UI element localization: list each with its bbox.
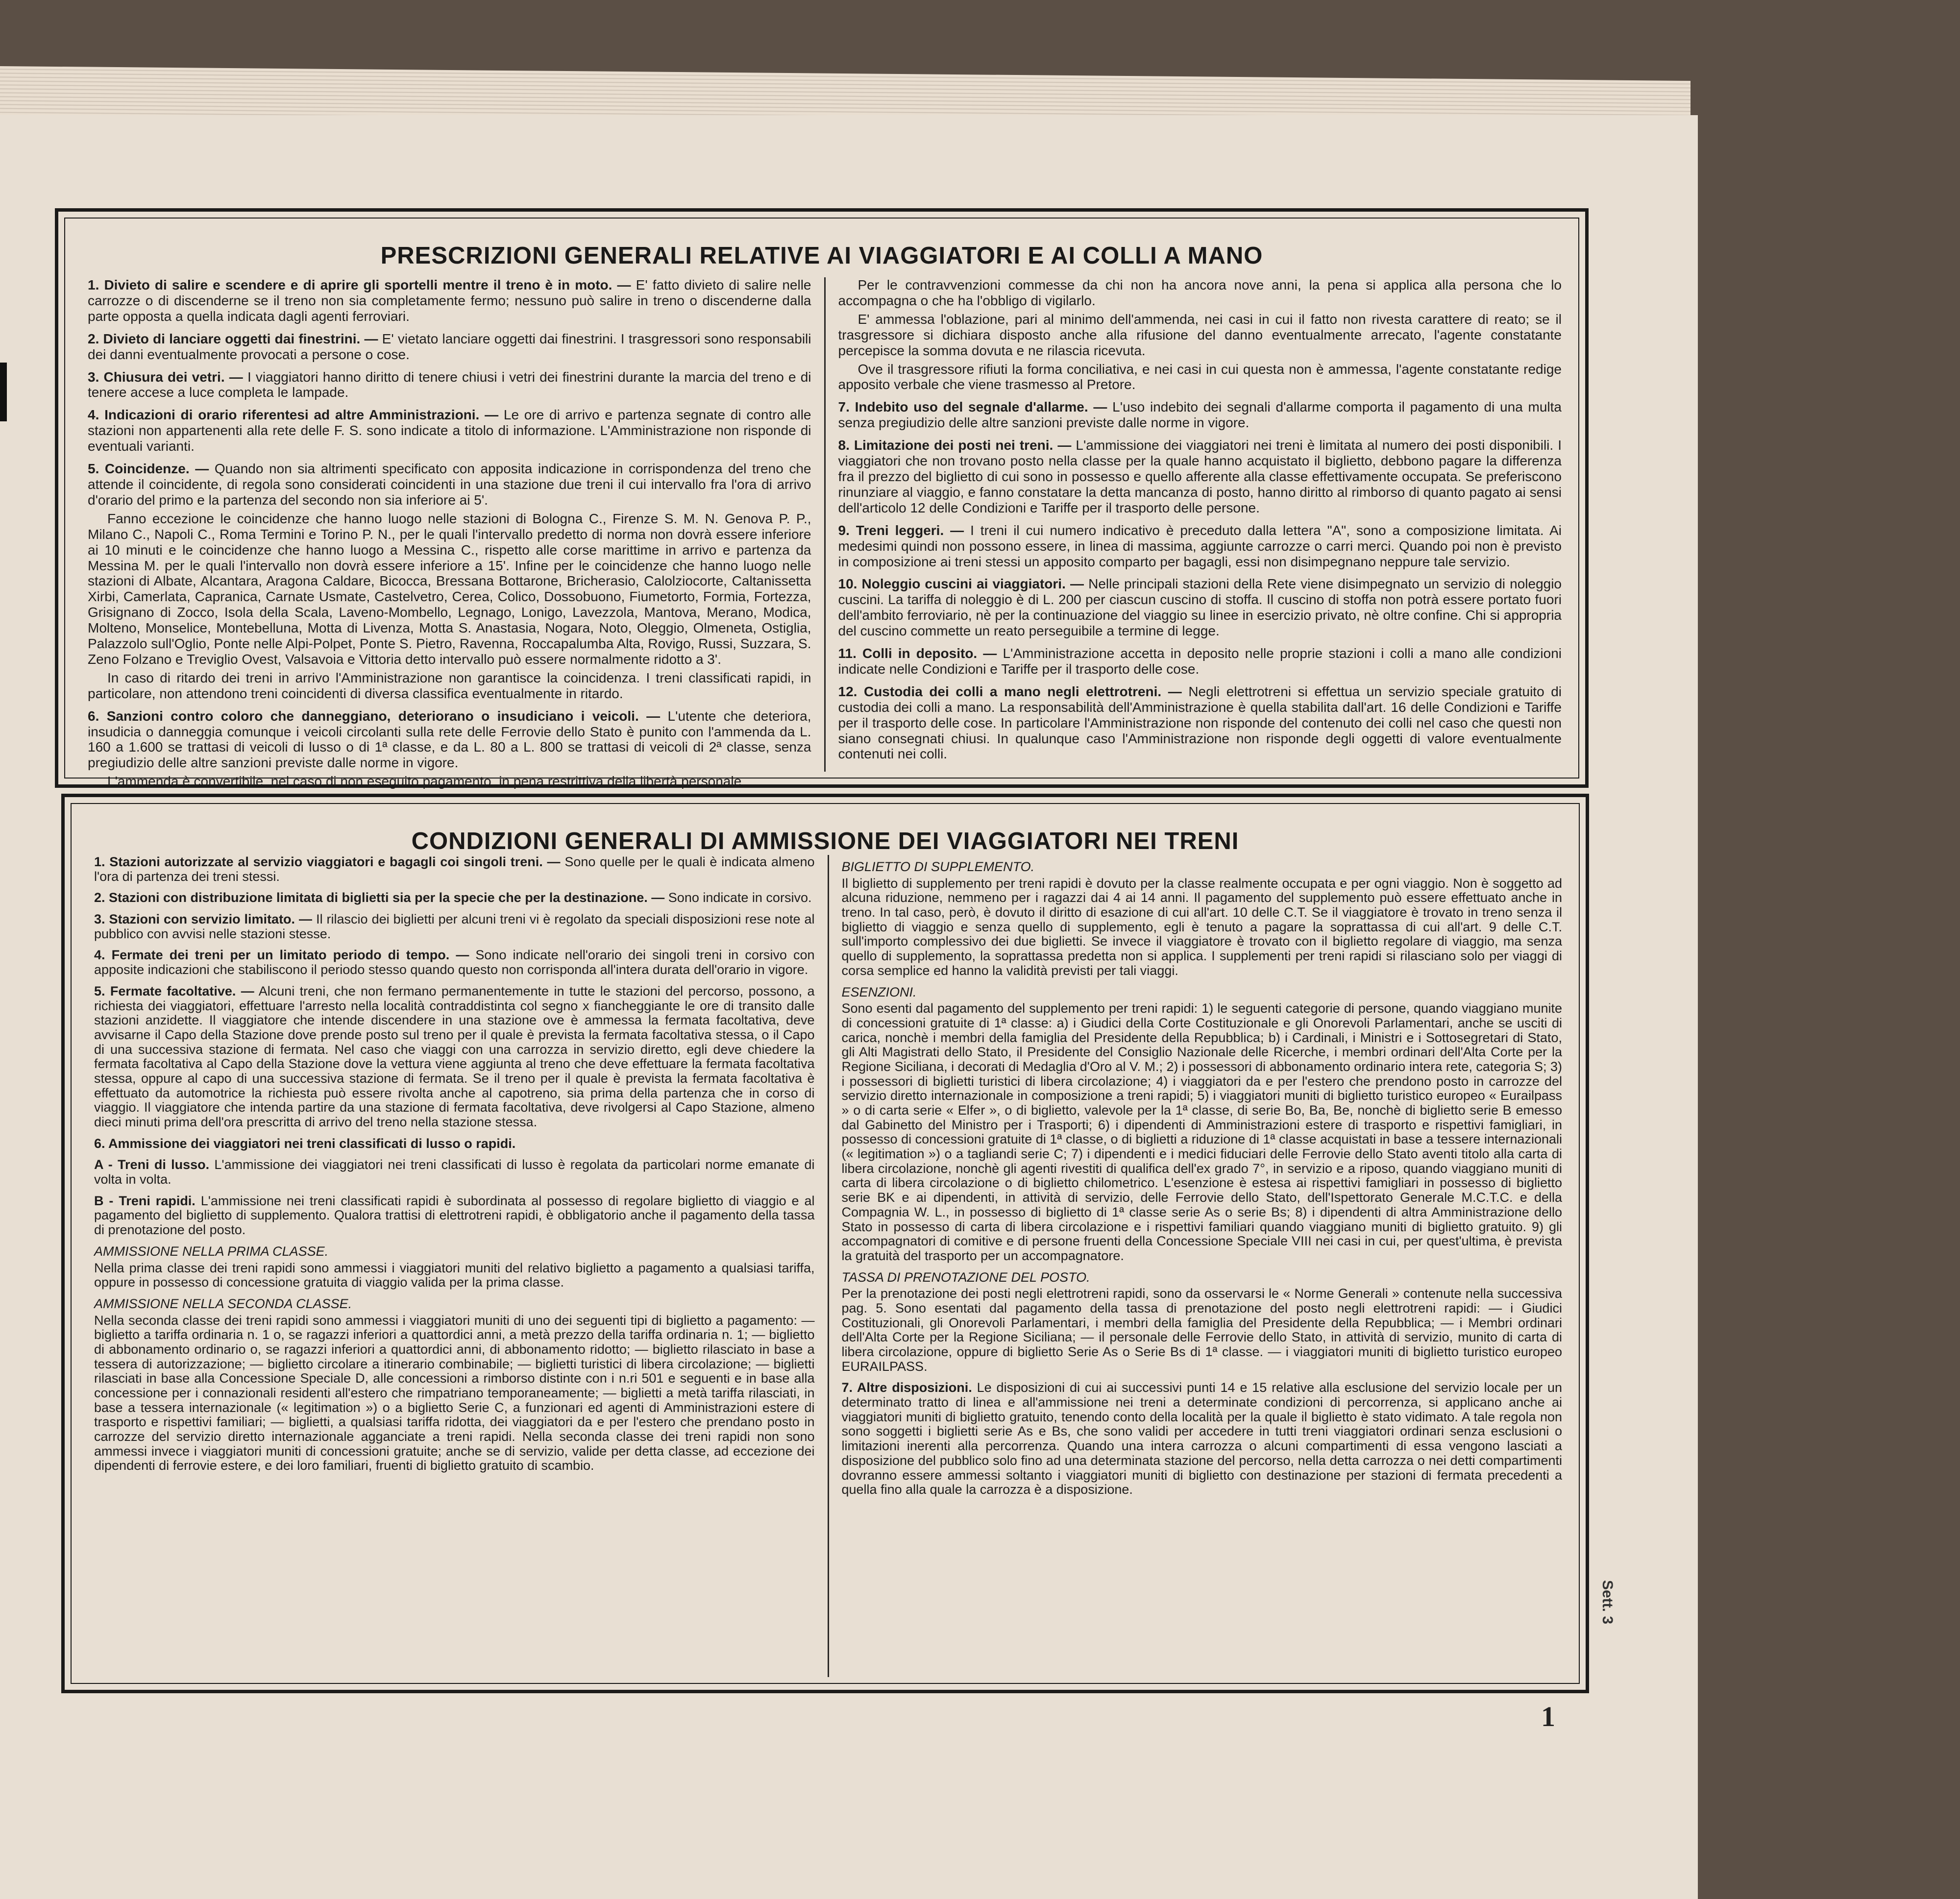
- admission-conditions-columns: [94, 855, 1562, 1677]
- admission-conditions-inner: [71, 803, 1580, 1684]
- paragraph-heading: 11. Colli in deposito. —: [838, 646, 997, 661]
- paragraph-text: L'ammissione dei viaggiatori nei treni classificati di lusso è regolata da particolari norme emanate di volta in volta.: [94, 1157, 815, 1187]
- paragraph-text: E' ammessa l'oblazione, pari al minimo dell'ammenda, nei casi in cui il fatto non rivesta carattere di reato; se il trasgressore si dichiara disposto anche alla rifusione del danno eventualmente arrecato, l'agente constatante percepisce la somma dovuta e ne rilascia ricevuta.: [838, 311, 1562, 358]
- general-rules-columns: [88, 277, 1562, 789]
- paragraph-heading: 2. Divieto di lanciare oggetti dai finestrini. —: [88, 331, 378, 346]
- paragraph-text: Le ore di arrivo e partenza segnate di contro alle stazioni non appartenenti alla rete delle F. S. sono indicate a titolo di informazione. L'Amministrazione non risponde di eventuali varianti.: [88, 407, 811, 454]
- paragraph-text: L'uso indebito dei segnali d'allarme comporta il pagamento di una multa senza pregiudizio delle altre sanzioni previste dalle norme in vigore.: [838, 399, 1562, 431]
- paragraph-text: Ove il trasgressore rifiuti la forma conciliativa, e nei casi in cui questa non è ammessa, l'agente constatante redige apposito verbale che viene trasmesso al Pretore.: [838, 361, 1562, 392]
- paragraph-text: Sono quelle per le quali è indicata almeno l'ora di partenza dei treni stessi.: [94, 854, 815, 884]
- paragraph-text: Il rilascio dei biglietti per alcuni treni vi è regolato da speciali disposizioni rese note al pubblico con avvisi nelle stazioni stesse.: [94, 912, 815, 941]
- paragraph-text: E' vietato lanciare oggetti dai finestrini. I trasgressori sono responsabili dei danni eventualmente provocati a persone o cose.: [88, 331, 811, 362]
- paragraph: [94, 984, 815, 1130]
- paragraph-heading: 3. Chiusura dei vetri. —: [88, 369, 243, 385]
- paragraph-text: I treni il cui numero indicativo è preceduto dalla lettera "A", sono a composizione limitata. Ai medesimi quindi non possono essere, in linea di massima, aggiunte carrozze o carri merci. Quando poi non è previsto in composizione ai treni stessi un apposito comparto per bagagli, essi non disimpegnano neppure tale servizio.: [838, 522, 1562, 569]
- paragraph: [842, 1381, 1563, 1497]
- paragraph-heading: 5. Coincidenze. —: [88, 461, 209, 477]
- paragraph-heading: ESENZIONI.: [841, 984, 917, 999]
- admission-conditions-left-column: [94, 855, 828, 1677]
- paragraph: [842, 860, 1563, 978]
- paragraph: [94, 1194, 815, 1238]
- paragraph-text: Le disposizioni di cui ai successivi punti 14 e 15 relative alla esclusione del servizio locale per un determinato tratto di linea e all'ammissione nei treni a determinate condizioni di percorrenza, si applicano anche ai viaggiatori muniti di biglietto gratuito, tenendo conto della località per la quale il biglietto è stato vidimato. A tale regola non sono soggetti i biglietti serie As e Bs, che sono validi per accedere in tutti treni viaggiatori ordinari senza esclusioni o limitazioni inerenti alla percorrenza. Quando una intera carrozza o alcuni compartimenti di essa vengono lasciati a disposizione del pubblico solo fino ad una determinata stazione del percorso, nella detta carrozza o nei detti compartimenti dovranno essere ammessi soltanto i viaggiatori muniti di biglietto con destinazione per stazioni di fermata precedenti a quella fino alla quale la carrozza è a disposizione.: [841, 1380, 1562, 1497]
- paragraph: [94, 1297, 815, 1473]
- paragraph-text: L'ammissione nei treni classificati rapidi è subordinata al possesso di regolare biglietto di viaggio e al pagamento del biglietto di supplemento. Qualora trattisi di elettrotreni rapidi, è obbligatorio anche il pagamento della tassa di prenotazione del posto.: [94, 1193, 815, 1238]
- index-tab: [0, 363, 7, 421]
- paragraph: [838, 362, 1562, 393]
- paragraph: [94, 1244, 815, 1290]
- paragraph: [94, 855, 815, 884]
- paragraph-text: Per la prenotazione dei posti negli elettrotreni rapidi, sono da osservarsi le « Norme Generali » contenute nella successiva pag. 5. Sono esentati dal pagamento della tassa di prenotazione del posto negli elettrotreni rapidi: — i Giudici Costituzionali, gli Onorevoli Parlamentari, i membri della famiglia del Presidente della Repubblica; — i Membri ordinari dell'Alta Corte per la Regione Siciliana; — il personale delle Ferrovie dello Stato, in attività di servizio, munito di carta di libera circolazione, oppure di biglietto Serie As o Serie Bs di 1ª classe. — i viaggiatori muniti di biglietto turistico europeo EURAILPASS.: [841, 1286, 1562, 1374]
- paragraph-text: E' fatto divieto di salire nelle carrozze o di discenderne se il treno non sia completamente fermo; nessuno può salire in treno o discenderne dalla parte opposta a quella indicata dagli agenti ferroviari.: [88, 277, 811, 324]
- paragraph: [94, 1137, 815, 1151]
- paragraph: [838, 438, 1562, 516]
- paragraph-heading: AMMISSIONE NELLA SECONDA CLASSE.: [94, 1296, 352, 1311]
- paragraph-heading: B - Treni rapidi.: [94, 1193, 196, 1208]
- paragraph: [838, 684, 1562, 762]
- general-rules-box: [55, 208, 1589, 788]
- paragraph-heading: 10. Noleggio cuscini ai viaggiatori. —: [838, 576, 1084, 592]
- paragraph-heading: 8. Limitazione dei posti nei treni. —: [838, 438, 1072, 453]
- paragraph: [838, 576, 1562, 639]
- paragraph-heading: 6. Ammissione dei viaggiatori nei treni classificati di lusso o rapidi.: [94, 1136, 516, 1151]
- paragraph: [842, 985, 1563, 1264]
- paragraph: [88, 407, 811, 454]
- paragraph-text: I viaggiatori hanno diritto di tenere chiusi i vetri dei finestrini durante la marcia del treno e di tenere accese a luce completa le lampade.: [88, 369, 811, 400]
- paragraph-heading: 1. Divieto di salire e scendere e di aprire gli sportelli mentre il treno è in moto. —: [88, 277, 631, 292]
- paragraph: [88, 774, 811, 789]
- paragraph-heading: 7. Indebito uso del segnale d'allarme. —: [838, 399, 1107, 415]
- paragraph-heading: 3. Stazioni con servizio limitato. —: [94, 912, 313, 927]
- paragraph-text: L'Amministrazione accetta in deposito nelle proprie stazioni i colli a mano alle condizioni indicate nelle Condizioni e Tariffe per il trasporto delle cose.: [838, 646, 1562, 677]
- paragraph-text: Nella prima classe dei treni rapidi sono ammessi i viaggiatori muniti del relativo biglietto a pagamento a qualsiasi tariffa, oppure in possesso di concessione gratuita di viaggio valida per la prima classe.: [94, 1260, 815, 1290]
- paragraph-heading: 6. Sanzioni contro coloro che danneggiano, deteriorano o insudiciano i veicoli. —: [88, 708, 661, 724]
- paragraph: [88, 670, 811, 702]
- paragraph: [838, 646, 1562, 677]
- paragraph-heading: 2. Stazioni con distribuzione limitata di biglietti sia per la specie che per la destinazione. —: [94, 890, 665, 905]
- paragraph-text: Nella seconda classe dei treni rapidi sono ammessi i viaggiatori muniti di uno dei seguenti tipi di biglietto a pagamento: — biglietto a tariffa ordinaria n. 1 o, se ragazzi inferiori a quattordici anni, a metà prezzo della tariffa ordinaria n. 1; — biglietto di abbonamento ordinario o, se ragazzi inferiori a quattordici anni, di abbonamento ridotto; — biglietto rilasciato in base a tessera di autorizzazione; — biglietto circolare a itinerario combinabile; — biglietti turistici di libera circolazione; — biglietti rilasciati in base alla Concessione Speciale D, alle concessioni a rimborso distinte con i n.ri 501 e seguenti e in base alla concessione per i connazionali residenti all'estero che rimpatriano temporaneamente; — biglietti a metà tariffa rilasciati, in base a tessera internazionale (« legitimation ») o a biglietto Serie C, a funzionari ed agenti di Amministrazioni estere di trasporto e rispettivi familiari; — biglietti, a qualsiasi tariffa ridotta, dei viaggiatori da e per l'estero che prendano posto in carrozze del servizio diretto internazionale agganciate a treni rapidi. Nella seconda classe dei treni rapidi non sono ammessi invece i viaggiatori muniti di concessioni gratuite; anche se di servizio, valide per detta classe, ad eccezione dei dipendenti di ferrovie estere, e dei loro familiari, fruenti di biglietto gratuito di scambio.: [94, 1313, 815, 1473]
- paragraph: [88, 369, 811, 401]
- paragraph-heading: 4. Indicazioni di orario riferentesi ad altre Amministrazioni. —: [88, 407, 499, 423]
- paragraph-heading: TASSA DI PRENOTAZIONE DEL POSTO.: [841, 1269, 1090, 1285]
- paragraph-heading: 1. Stazioni autorizzate al servizio viaggiatori e bagagli coi singoli treni. —: [94, 854, 561, 869]
- admission-conditions-title: CONDIZIONI GENERALI DI AMMISSIONE DEI VIAGGIATORI NEI TRENI: [411, 828, 1239, 854]
- paragraph: [838, 312, 1562, 359]
- paragraph-text: L'ammissione dei viaggiatori nei treni è limitata al numero dei posti disponibili. I viaggiatori che non trovano posto nella classe per la quale hanno acquistato il biglietto, debbono pagare la differenza fra il prezzo del biglietto di cui sono in possesso e quello afferente alla classe effettivamente occupata. Se preferiscono rinunziare al viaggio, e fanno constatare la detta mancanza di posto, hanno diritto al rimborso di quanto pagato ai sensi dell'articolo 12 delle Condizioni e Tariffe per il trasporto delle persone.: [838, 438, 1562, 515]
- admission-conditions-right-column: [828, 855, 1563, 1677]
- paragraph-heading: 12. Custodia dei colli a mano negli elettrotreni. —: [838, 683, 1182, 699]
- paragraph: [94, 891, 815, 905]
- general-rules-inner: [64, 218, 1579, 789]
- paragraph-heading: 4. Fermate dei treni per un limitato periodo di tempo. —: [94, 948, 469, 963]
- paragraph-text: Alcuni treni, che non fermano permanentemente in tutte le stazioni del percorso, possono, a richiesta dei viaggiatori, effettuare l'arresto nella località contraddistinta col segno x fiancheggiante le ore di transito dalle stazioni anzidette. Il viaggiatore che intende discendere in una stazione ove è ammessa la fermata facoltativa, deve avvisarne il Capo della Stazione dove prende posto sul treno per il quale è prevista la fermata facoltativa stessa, o il Capo di una successiva stazione di fermata. Nel caso che viaggi con una carrozza in servizio diretto, egli deve chiedere la fermata facoltativa al Capo della Stazione dove la vettura viene aggiunta al treno che deve effettuare la fermata facoltativa stessa, oppure al capo di una successiva stazione di fermata. Se il treno per il quale è prevista la fermata facoltativa è effettuato da automotrice la richiesta può essere rivolta anche al capotreno, sia prima della partenza che in corso di viaggio. Il viaggiatore che intenda partire da una stazione di fermata facoltativa, deve rivolgersi al Capo Stazione, almeno dieci minuti prima dell'ora prescritta di arrivo del treno nella stazione stessa.: [94, 983, 815, 1129]
- margin-stamp: Sett. 3: [1599, 1580, 1616, 1625]
- paragraph-text: Nelle principali stazioni della Rete viene disimpegnato un servizio di noleggio cuscini. La tariffa di noleggio è di L. 200 per ciascun cuscino di stoffa. Il cuscino di stoffa non potrà essere portato fuori dell'ambito ferroviario, nè per la continuazione del viaggio su linee in esercizio privato, nè oltre confine. Chi si appropria del cuscino commette un reato perseguibile a termine di legge.: [838, 576, 1562, 639]
- paragraph-heading: A - Treni di lusso.: [94, 1157, 210, 1172]
- page-number: 1: [1541, 1701, 1555, 1732]
- paragraph: [842, 1270, 1563, 1374]
- paragraph: [88, 461, 811, 508]
- paragraph-heading: AMMISSIONE NELLA PRIMA CLASSE.: [94, 1243, 329, 1259]
- paragraph: [88, 708, 811, 771]
- paragraph-text: In caso di ritardo dei treni in arrivo l'Amministrazione non garantisce la coincidenza. I treni classificati rapidi, in particolare, non attendono treni coincidenti di diversa classifica eventualmente in ritardo.: [88, 670, 811, 701]
- paragraph-text: Sono indicate in corsivo.: [668, 890, 812, 905]
- paragraph: [88, 277, 811, 324]
- paragraph-text: Negli elettrotreni si effettua un servizio speciale gratuito di custodia dei colli a mano. La responsabilità dell'Amministrazione è quella stabilita dall'art. 16 delle Condizioni e Tariffe per il trasporto delle cose. In particolare l'Amministrazione non risponde del contenuto dei colli nel caso che questi non siano consegnati chiusi. In qualunque caso l'Amministrazione non risponde degli oggetti di valore eventualmente contenuti nei colli.: [838, 683, 1562, 762]
- paragraph: [94, 948, 815, 977]
- paragraph-text: L'utente che deteriora, insudicia o danneggia comunque i veicoli circolanti sulla rete delle Ferrovie dello Stato è punito con l'ammenda da L. 160 a 1.600 se trattasi di veicoli di lusso o di 1ª classe, e da L. 80 a L. 800 se trattasi di veicoli di 2ª classe, senza pregiudizio delle altre sanzioni previste dalle norme in vigore.: [88, 708, 811, 771]
- general-rules-right-column: [824, 277, 1562, 772]
- paragraph: [838, 523, 1562, 570]
- paragraph: [838, 399, 1562, 431]
- paragraph: [88, 511, 811, 667]
- paragraph-text: Sono indicate nell'orario dei singoli treni in corsivo con apposite indicazioni che stabiliscono il periodo stesso quando questo non corrisponda all'intera durata dell'orario in vigore.: [94, 948, 815, 977]
- paragraph-text: L'ammenda è convertibile, nel caso di non eseguito pagamento, in pena restrittiva della libertà personale.: [107, 774, 745, 789]
- paragraph: [94, 912, 815, 941]
- paragraph-text: Per le contravvenzioni commesse da chi non ha ancora nove anni, la pena si applica alla persona che lo accompagna o che ha l'obbligo di vigilarlo.: [838, 277, 1562, 308]
- paragraph-text: Il biglietto di supplemento per treni rapidi è dovuto per la classe realmente occupata e per ogni viaggio. Non è soggetto ad alcuna riduzione, nemmeno per i ragazzi dai 4 ai 14 anni. Il pagamento del supplemento può essere effettuato anche in treno. In tal caso, però, è dovuto il diritto di esazione di cui all'art. 10 delle C.T. Se il viaggiatore è trovato in treno senza il biglietto di viaggio e senza quello di supplemento, egli è tenuto a pagare la soprattassa di cui all'art. 9 delle C.T. sull'importo complessivo dei due biglietti. Se invece il viaggiatore è trovato con il biglietto regolare di viaggio, ma senza quello di supplemento, la soprattassa predetta non si applica. I supplementi per treni rapidi si rilasciano solo per viaggi di corsa semplice ed hanno la validità previsti per tali viaggi.: [841, 876, 1562, 978]
- paragraph: [838, 277, 1562, 309]
- paragraph-text: Fanno eccezione le coincidenze che hanno luogo nelle stazioni di Bologna C., Firenze S. M. N. Genova P. P., Milano C., Napoli C., Roma Termini e Torino P. N., per le quali l'intervallo predetto di norma non dovrà essere inferiore ai 10 minuti e le coincidenze che hanno luogo a Messina C., rispetto alle corse marittime in arrivo e partenza da Messina M. per le quali l'intervallo non dovrà essere inferiore a 15'. Infine per le coincidenze che hanno luogo nelle stazioni di Albate, Alcantara, Aragona Caldare, Bicocca, Bressana Bottarone, Bricherasio, Calolziocorte, Caltanissetta Xirbi, Camerlata, Capranica, Carnate Usmate, Castelvetro, Cerea, Colico, Dossobuono, Fiumetorto, Formia, Fortezza, Grisignano di Zocco, Isola della Scala, Laveno-Mombello, Legnago, Lonigo, Lavezzola, Mantova, Merano, Modica, Molteno, Monselice, Montebelluna, Motta di Livenza, Motta S. Anastasia, Nogara, Noto, Oleggio, Olmeneta, Ostiglia, Palazzolo sull'Oglio, Ponte nelle Alpi-Polpet, Ponte S. Pietro, Ravenna, Roccapalumba Alta, Rovigo, Russi, Suzzara, S. Zeno Folzano e Treviglio Ovest, Valsavoia e Vittoria detto intervallo può essere normalmente ridotto a 3'.: [88, 511, 811, 667]
- paragraph-heading: 5. Fermate facoltative. —: [94, 983, 254, 998]
- paragraph-heading: 9. Treni leggeri. —: [838, 522, 964, 538]
- paragraph: [94, 1158, 815, 1187]
- paragraph-heading: BIGLIETTO DI SUPPLEMENTO.: [841, 859, 1035, 874]
- paragraph-text: Sono esenti dal pagamento del supplemento per treni rapidi: 1) le seguenti categorie di persone, quando viaggiano munite di concessioni gratuite di 1ª classe: a) i Giudici della Corte Costituzionale e gli Onorevoli Parlamentari, anche se usciti di carica, nonchè i membri della famiglia del Presidente della Repubblica; b) i Cardinali, i Ministri e i Sottosegretari di Stato, gli Alti Magistrati dello Stato, il Presidente del Consiglio Nazionale delle Ricerche, i membri ordinari dell'Alta Corte per la Regione Siciliana, i decorati di Medaglia d'Oro al V. M.; 2) i possessori di abbonamento ordinario intera rete, categoria S; 3) i possessori di biglietti turistici di libera circolazione; 4) i viaggiatori da e per l'estero che prendono posto in carrozze del servizio diretto internazionale in composizione a treni rapidi; 5) i viaggiatori muniti di biglietto turistico europeo « Eurailpass » o di carta serie « Elfer », o di biglietto, valevole per la 1ª classe, di serie Bo, Ba, Be, nonchè di biglietto serie B emesso dal Gabinetto del Ministro per i Trasporti; 6) i dipendenti di Amministrazioni estere di trasporto e rispettivi famigliari, in possesso di concessioni gratuite di 1ª classe, o di biglietti a riduzione di 1ª classe acquistati in base a tessere internazionali (« legitimation ») o a tagliandi serie C; 7) i dipendenti e i medici fiduciari delle Ferrovie dello Stato aventi titolo alla carta di libera circolazione, nonchè gli agenti rivestiti di qualifica dell'ex grado 7°, in servizio e a riposo, quando viaggiano muniti di carta di libera circolazione o di biglietto chilometrico. L'esenzione è estesa ai rispettivi famigliari in possesso di biglietto serie BK e ai dipendenti, in attività di servizio, delle Ferrovie dello Stato, dell'Ispettorato Generale M.C.T.C. e della Compagnia W. L., in possesso di biglietto di 1ª classe serie As o serie Bs; 8) i dipendenti di altra Amministrazione dello Stato in possesso di carta di libera circolazione e i rispettivi familiari quando viaggiano muniti di biglietto gratuito. 9) gli accompagnatori di comitive e di persone fruenti della Concessione Speciale VIII nei casi in cui, per quest'ultima, è prevista la gratuità del trasporto per un accompagnatore.: [841, 1001, 1562, 1263]
- admission-conditions-box: [61, 794, 1589, 1693]
- paragraph-text: Quando non sia altrimenti specificato con apposita indicazione in corrispondenza del treno che attende il coincidente, di regola sono considerati coincidenti in una stazione due treni il cui intervallo fra l'ora di arrivo d'orario del primo e la partenza del secondo non sia inferiore ai 5'.: [88, 461, 811, 508]
- paragraph-heading: 7. Altre disposizioni.: [841, 1380, 972, 1395]
- general-rules-left-column: [88, 277, 824, 789]
- paragraph: [88, 331, 811, 363]
- general-rules-title: PRESCRIZIONI GENERALI RELATIVE AI VIAGGIATORI E AI COLLI A MANO: [380, 243, 1263, 269]
